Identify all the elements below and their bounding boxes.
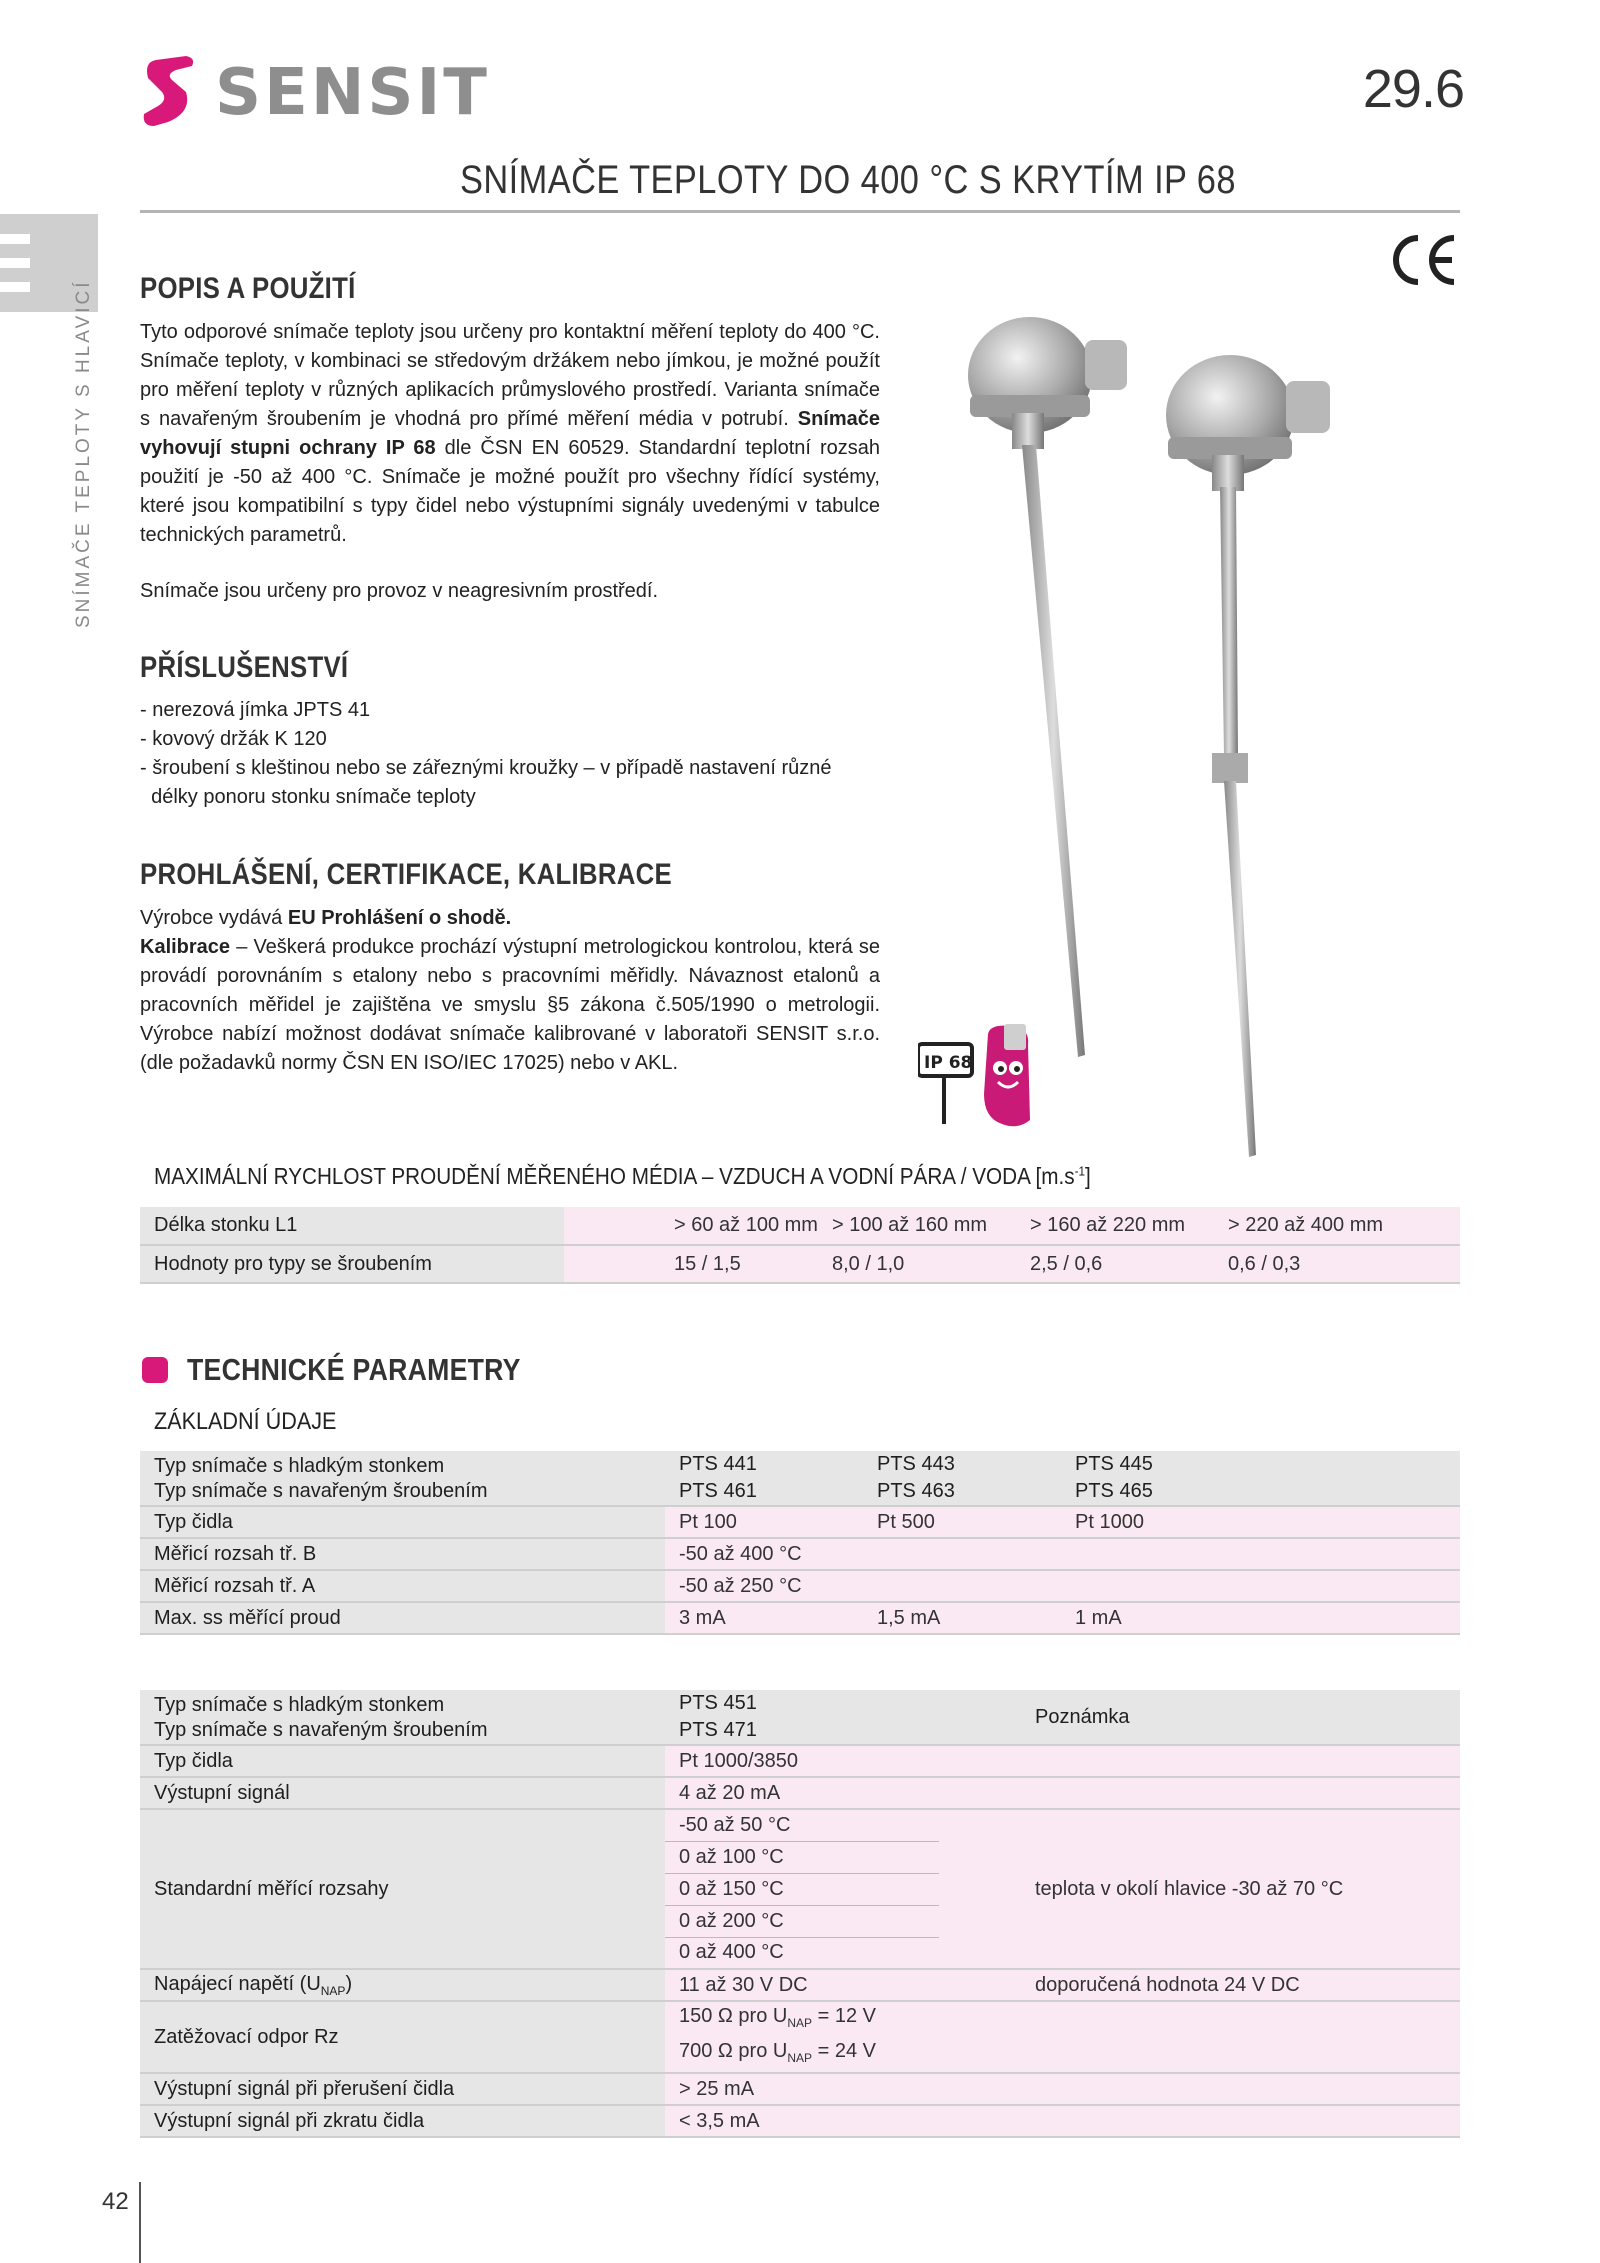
ip68-icon [918, 1024, 1043, 1130]
cell: PTS 461 [665, 1478, 863, 1506]
cell: 8,0 / 1,0 [818, 1245, 1016, 1283]
cell: 2,5 / 0,6 [1016, 1245, 1214, 1283]
cell: PTS 471 [665, 1717, 939, 1745]
cell: > 60 až 100 mm [564, 1207, 818, 1245]
page-number: 42 [102, 2188, 129, 2215]
cell: < 3,5 mA [665, 2105, 939, 2137]
cell: 1,5 mA [863, 1602, 1061, 1634]
table-row [140, 1969, 1460, 2001]
flow-velocity-table [140, 1207, 1460, 1284]
row-label: Typ snímače s hladkým stonkem [140, 1451, 665, 1478]
cell: PTS 463 [863, 1478, 1061, 1506]
basic-data-table [140, 1451, 1460, 1635]
certification-paragraph: Výrobce vydává EU Prohlášení o shodě. Kalibrace – Veškerá produkce prochází výstupní metrologickou kontrolou, která se provádí porovnáním s etalony nebo s pracovními měřidly. Návaznost etalonů a pracovních měřidel je zajištěna ve smyslu §5 zákona č.505/1990 o metrologii. Výrobce nabízí možnost dodávat snímače kalibrované v laboratoři SENSIT s.r.o. (dle požadavků normy ČSN EN ISO/IEC 17025) nebo v AKL. [140, 907, 880, 1074]
cell: 4 až 20 mA [665, 1777, 939, 1809]
table-row [140, 1809, 1460, 1841]
note-header: Poznámka [1035, 1690, 1460, 1745]
cell: PTS 445 [1061, 1451, 1460, 1478]
row-label: Standardní měřící rozsahy [140, 1809, 665, 1969]
table-row [140, 1777, 1460, 1809]
table-row [140, 1245, 1460, 1283]
row-label: Typ snímače s navařeným šroubením [140, 1478, 665, 1506]
row-label: Výstupní signál při zkratu čidla [140, 2105, 665, 2137]
row-label: Napájecí napětí $(U_{NAP})$ [140, 1969, 665, 2001]
cell [863, 1538, 1061, 1570]
cell: 15 / 1,5 [564, 1245, 818, 1283]
row-label: Max. ss měřící proud [140, 1602, 665, 1634]
cell: 150 Ω pro $U_{NAP} = 12$ V 700 Ω pro $U_{NAP} = 24$ V [665, 2001, 939, 2073]
list-item: - nerezová jímka JPTS 41 [140, 699, 371, 721]
row-label: Typ čidla [140, 1745, 665, 1777]
ip68-label: IP 68 [924, 1053, 973, 1073]
cell: -50 až 50 °C [665, 1809, 939, 1841]
table-row [140, 1506, 1460, 1538]
title-divider [140, 210, 1460, 213]
row-label: Zatěžovací odpor Rz [140, 2001, 665, 2073]
cell: PTS 465 [1061, 1478, 1460, 1506]
list-item: délky ponoru stonku snímače teploty [140, 786, 476, 808]
cell: 3 mA [665, 1602, 863, 1634]
cell: Pt 100 [665, 1506, 863, 1538]
cell: doporučená hodnota 24 V DC [1035, 1969, 1460, 2001]
table-row [140, 1478, 1460, 1506]
description-heading: POPIS A POUŽITÍ [140, 272, 356, 305]
cell: Pt 500 [863, 1506, 1061, 1538]
cell [1061, 1570, 1460, 1602]
flow-table-title: MAXIMÁLNÍ RYCHLOST PROUDĚNÍ MĚŘENÉHO MÉDIA – VZDUCH A VODNÍ PÁRA / VODA $[m.s^{-1}]$ [154, 1163, 1091, 1189]
footer-divider [139, 2182, 141, 2263]
table-row [140, 1538, 1460, 1570]
table-row [140, 2073, 1460, 2105]
row-label: Typ snímače s hladkým stonkem [140, 1690, 665, 1717]
tech-params-heading: TECHNICKÉ PARAMETRY [187, 1352, 521, 1387]
table-row [140, 1745, 1460, 1777]
side-section-label: SNÍMAČE TEPLOTY S HLAVICÍ [73, 279, 94, 628]
table-row [140, 2105, 1460, 2137]
description-paragraph: Tyto odporové snímače teploty jsou určeny pro kontaktní měření teploty do 400 °C. Snímače teploty, v kombinaci se středovým držákem nebo jímkou, je možné použít pro měření teploty v různých aplikacích průmyslového prostředí. Varianta snímače s navařeným šroubením je vhodná pro přímé měření média v potrubí. Snímače vyhovují stupni ochrany IP 68 dle ČSN EN 60529. Standardní teplotní rozsah použití je -50 až 400 °C. Snímače je možné použít pro všechny řídící systémy, které jsou kompatibilní s typy čidel nebo výstupními signály uvedenými v tabulce technických parametrů. [140, 321, 880, 546]
table-row [140, 1602, 1460, 1634]
cell [1061, 1538, 1460, 1570]
section-bullet-icon [142, 1357, 168, 1383]
cell [863, 1570, 1061, 1602]
row-label: Délka stonku L1 [140, 1207, 564, 1245]
certification-heading: PROHLÁŠENÍ, CERTIFIKACE, KALIBRACE [140, 858, 672, 891]
cell: 1 mA [1061, 1602, 1460, 1634]
cell: > 100 až 160 mm [818, 1207, 1016, 1245]
list-item: - šroubení s kleštinou nebo se zářeznými kroužky – v případě nastavení různé [140, 757, 832, 779]
table-row [140, 1451, 1460, 1478]
row-label: Typ snímače s navařeným šroubením [140, 1717, 665, 1745]
basic-data-heading: ZÁKLADNÍ ÚDAJE [154, 1408, 337, 1435]
row-label: Výstupní signál [140, 1777, 665, 1809]
row-label: Měřicí rozsah tř. B [140, 1538, 665, 1570]
cell: -50 až 400 °C [665, 1538, 863, 1570]
cell: 0 až 200 °C [665, 1905, 939, 1937]
cell: 0,6 / 0,3 [1214, 1245, 1460, 1283]
accessories-heading: PŘÍSLUŠENSTVÍ [140, 651, 349, 684]
row-label: Výstupní signál při přerušení čidla [140, 2073, 665, 2105]
cell: PTS 451 [665, 1690, 939, 1717]
output-signal-table [140, 1690, 1460, 2138]
table-row [140, 2001, 1460, 2073]
cell: > 220 až 400 mm [1214, 1207, 1460, 1245]
list-item: - kovový držák K 120 [140, 728, 327, 750]
table-row [140, 1690, 1460, 1717]
table-row [140, 1207, 1460, 1245]
table-row [140, 1570, 1460, 1602]
cell: 0 až 400 °C [665, 1937, 939, 1969]
cell: > 25 mA [665, 2073, 939, 2105]
cell: PTS 441 [665, 1451, 863, 1478]
cell: 0 až 150 °C [665, 1873, 939, 1905]
cell: 11 až 30 V DC [665, 1969, 939, 2001]
brand-name: SENSIT [215, 56, 490, 130]
cell: 0 až 100 °C [665, 1841, 939, 1873]
page-code: 29.6 [1362, 59, 1464, 119]
page-title: SNÍMAČE TEPLOTY DO 400 °C S KRYTÍM IP 68 [460, 158, 1236, 202]
cell: Pt 1000/3850 [665, 1745, 939, 1777]
ce-mark-icon [1388, 232, 1460, 288]
accessories-list [140, 696, 900, 812]
cell: teplota v okolí hlavice -30 až 70 °C [1035, 1809, 1460, 1969]
environment-note: Snímače jsou určeny pro provoz v neagresivním prostředí. [140, 580, 659, 602]
cell: -50 až 250 °C [665, 1570, 863, 1602]
row-label: Typ čidla [140, 1506, 665, 1538]
row-label: Hodnoty pro typy se šroubením [140, 1245, 564, 1283]
cell: > 160 až 220 mm [1016, 1207, 1214, 1245]
row-label: Měřicí rozsah tř. A [140, 1570, 665, 1602]
cell: Pt 1000 [1061, 1506, 1460, 1538]
cell: PTS 443 [863, 1451, 1061, 1478]
